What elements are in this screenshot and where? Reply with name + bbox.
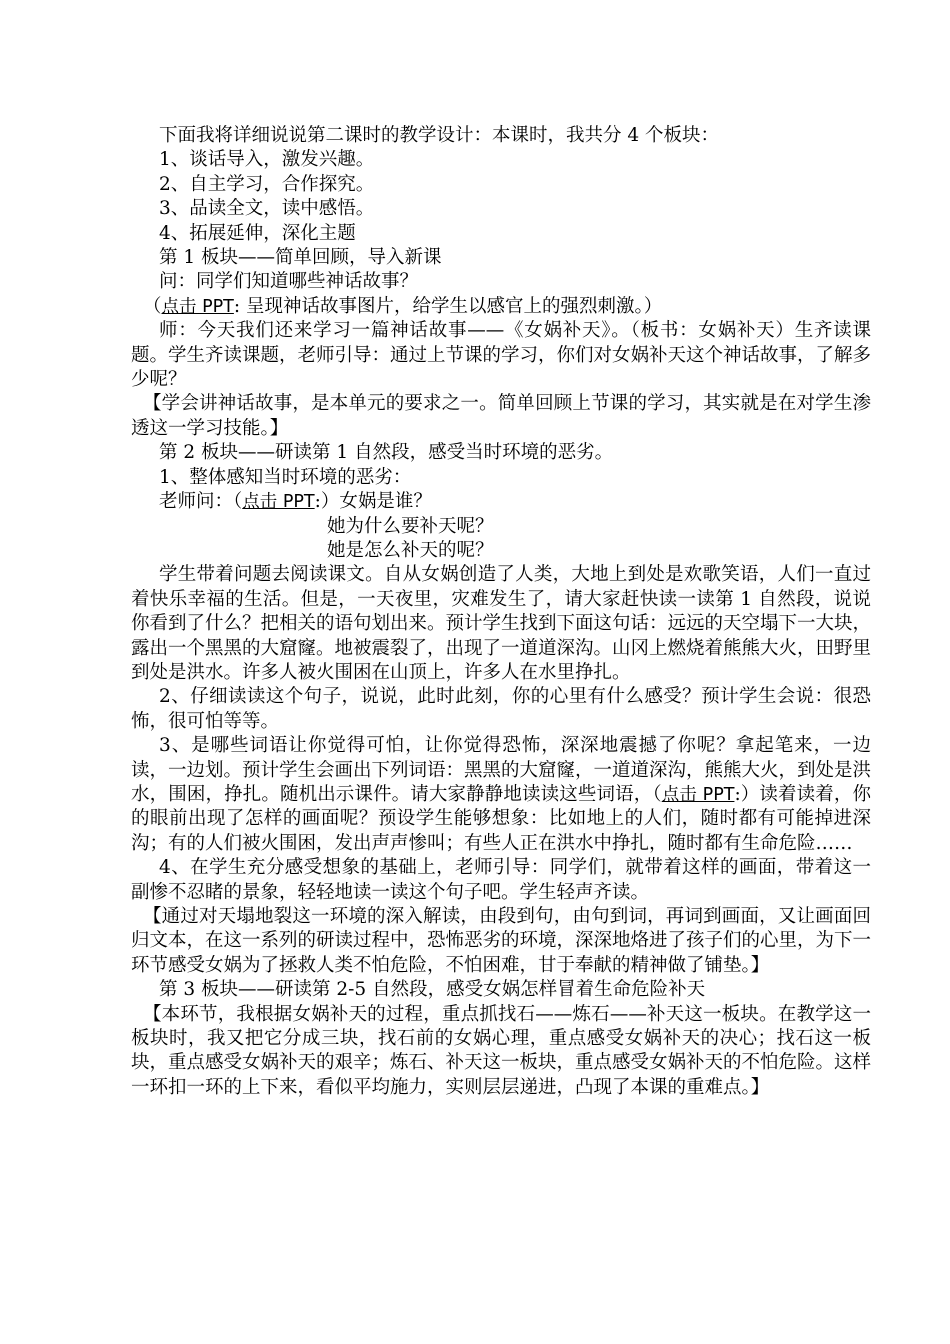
section2-heading: 第 2 板块——研读第 1 自然段，感受当时环境的恶劣。	[159, 442, 614, 464]
ask-question-2: 她为什么要补天呢？	[327, 515, 494, 537]
section1-heading: 第 1 板块——简单回顾，导入新课	[159, 247, 442, 269]
outline-item: 2、自主学习，合作探究。	[159, 173, 375, 195]
ask-question-1: :）女娲是谁？	[314, 491, 432, 513]
outline-item: 1、谈话导入，激发兴趣。	[159, 149, 375, 171]
step3-text-a: 3、是哪些词语让你觉得可怕，让你觉得恐怖，深深地震撼了你呢？拿起笔来，一边读，一边划。预计学生会画出下列词语：黑黑的大窟窿，一道道深沟，熊熊大火，到处是洪水，围困，挣扎。随机出示课件。请大家静静地读读这些词语，（	[131, 735, 872, 805]
paren-open: （	[143, 295, 162, 317]
section2-step1: 1、整体感知当时环境的恶劣：	[159, 466, 412, 488]
section1-note: 【学会讲神话故事，是本单元的要求之一。简单回顾上节课的学习，其实就是在对学生渗透这一学习技能。】	[131, 393, 871, 439]
section3-heading: 第 3 板块——研读第 2-5 自然段，感受女娲怎样冒着生命危险补天	[159, 979, 706, 1001]
section2-step2: 2、仔细读读这个句子，说说，此时此刻，你的心里有什么感受？预计学生会说：很恐怖，很可怕等等。	[131, 686, 871, 732]
section2-reading-paragraph: 学生带着问题去阅读课文。自从女娲创造了人类，大地上到处是欢歌笑语，人们一直过着快乐幸福的生活。但是，一天夜里，灾难发生了，请大家赶快读一读第 1 自然段，说说你看到了什么？把相关的语句划出来。预计学生找到下面这句话：远远的天空塌下一大块，露出一个黑黑的大窟窿。地被震裂了，出现了一道道深沟。山冈上燃烧着熊熊大火，田野里到处是洪水。许多人被火围困在山顶上，许多人在水里挣扎。	[131, 564, 872, 683]
section2-step4: 4、在学生充分感受想象的基础上，老师引导：同学们，就带着这样的画面，带着这一副惨不忍睹的景象，轻轻地读一读这个句子吧。学生轻声齐读。	[131, 857, 871, 903]
intro-paragraph: 下面我将详细说说第二课时的教学设计：本课时，我共分 4 个板块：	[159, 125, 720, 146]
outline-item: 4、拓展延伸，深化主题	[159, 222, 356, 244]
outline-item: 3、品读全文，读中感悟。	[159, 198, 375, 220]
section2-ask-line	[131, 490, 871, 514]
click-ppt-link[interactable]: 点击 PPT	[242, 492, 315, 513]
ppt-description: : 呈现神话故事图片，给学生以感官上的强烈刺激。）	[233, 295, 663, 317]
document-page	[131, 124, 871, 1100]
ask-prefix: 老师问：（	[159, 491, 243, 513]
step3-text-b: :）读着读着，你的眼前出现了怎样的画面呢？预设学生能够想象：比如地上的人们，随时都有可能掉进深沟；有的人们被火围困，发出声声惨叫；有些人正在洪水中挣扎，随时都有生命危险……	[131, 783, 872, 854]
section2-note: 【通过对天塌地裂这一环境的深入解读，由段到句，由句到词，再词到画面，又让画面回归文本，在这一系列的研读过程中，恐怖恶劣的环境，深深地烙进了孩子们的心里，为下一环节感受女娲为了拯救人类不怕危险，不怕困难，甘于奉献的精神做了铺垫。】	[131, 906, 872, 976]
section1-ppt-line	[131, 295, 871, 319]
section1-teacher-paragraph: 师：今天我们还来学习一篇神话故事——《女娲补天》。（板书：女娲补天）生齐读课题。学生齐读课题，老师引导：通过上节课的学习，你们对女娲补天这个神话故事，了解多少呢？	[131, 320, 872, 391]
section3-note: 【本环节，我根据女娲补天的过程，重点抓找石——炼石——补天这一板块。在教学这一板块时，我又把它分成三块，找石前的女娲心理，重点感受女娲补天的决心；找石这一板块，重点感受女娲补天的艰辛；炼石、补天这一板块，重点感受女娲补天的不怕危险。这样一环扣一环的上下来，看似平均施力，实则层层递进，凸现了本课的重难点。】	[131, 1003, 872, 1098]
ask-question-3: 她是怎么补天的呢？	[327, 539, 494, 561]
click-ppt-link[interactable]: 点击 PPT	[661, 784, 735, 805]
section1-question: 问：同学们知道哪些神话故事？	[159, 271, 419, 293]
click-ppt-link[interactable]: 点击 PPT	[161, 296, 234, 317]
section2-step3	[131, 734, 871, 856]
